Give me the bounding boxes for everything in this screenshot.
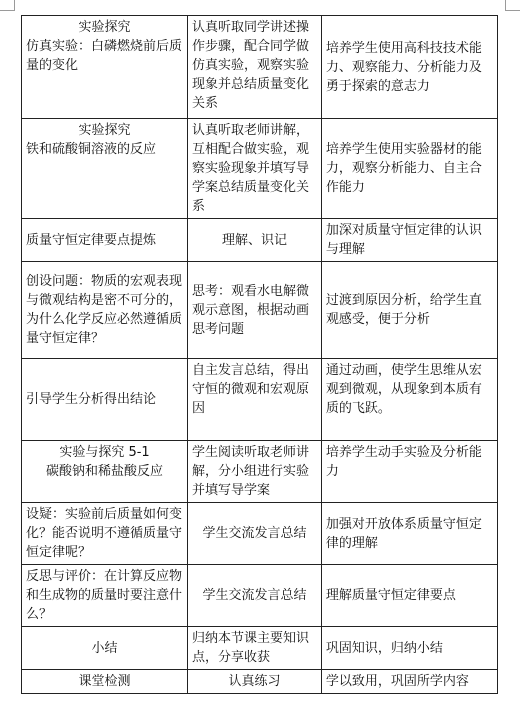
student-activity-cell: 思考：观看水电解微观示意图，根据动画思考问题 (188, 262, 322, 359)
table-row (22, 627, 498, 670)
activity-text: 创设问题：物质的宏观表现与微观结构是密不可分的，为什么化学反应必然遵循质量守恒定律？ (26, 274, 183, 346)
table-row (22, 441, 498, 503)
student-activity-cell: 学生交流发言总结 (188, 503, 322, 565)
design-intent-cell: 巩固知识，归纳小结 (321, 627, 497, 670)
activity-cell (22, 503, 188, 565)
table-row (22, 359, 498, 441)
design-intent-cell: 培养学生使用实验器材的能力，观察分析能力、自主合作能力 (321, 119, 497, 219)
activity-text: 仿真实验：白磷燃烧前后质量的变化 (26, 39, 183, 73)
table-row (22, 670, 498, 694)
lesson-plan-table (21, 15, 498, 694)
design-intent-cell: 培养学生动手实验及分析能力 (321, 441, 497, 503)
activity-text: 质量守恒定律要点提炼 (26, 232, 157, 248)
activity-cell (22, 627, 188, 670)
activity-heading: 实验探究 (78, 20, 131, 35)
student-activity-cell: 归纳本节课主要知识点，分享收获 (188, 627, 322, 670)
activity-text: 铁和硫酸铜溶液的反应 (26, 142, 157, 157)
activity-text: 设疑：实验前后质量如何变化？能否说明不遵循质量守恒定律呢？ (26, 507, 183, 560)
activity-text: 反思与评价：在计算反应物和生成物的质量时要注意什么？ (26, 569, 183, 622)
design-intent-cell: 通过动画，使学生思维从宏观到微观，从现象到本质有质的飞跃。 (321, 359, 497, 441)
table-row (22, 219, 498, 262)
activity-cell (22, 441, 188, 503)
page-corner-mark-left-horizontal (0, 10, 14, 11)
activity-heading: 实验与探究 5-1 (59, 445, 150, 460)
activity-text: 课堂检测 (78, 674, 131, 689)
design-intent-cell: 加深对质量守恒定律的认识与理解 (321, 219, 497, 262)
activity-cell (22, 119, 188, 219)
activity-cell (22, 16, 188, 119)
activity-cell (22, 359, 188, 441)
student-activity-cell: 学生阅读听取老师讲解，分小组进行实验并填写导学案 (188, 441, 322, 503)
activity-cell (22, 262, 188, 359)
design-intent-cell: 培养学生使用高科技技术能力、观察能力、分析能力及勇于探索的意志力 (321, 16, 497, 119)
design-intent-cell: 加强对开放体系质量守恒定律的理解 (321, 503, 497, 565)
student-activity-cell: 认真练习 (188, 670, 322, 694)
student-activity-cell: 自主发言总结，得出守恒的微观和宏观原因 (188, 359, 322, 441)
page-corner-mark-right-horizontal (506, 10, 520, 11)
design-intent-cell: 过渡到原因分析，给学生直观感受，便于分析 (321, 262, 497, 359)
activity-text: 小结 (91, 640, 118, 656)
student-activity-cell: 学生交流发言总结 (188, 565, 322, 627)
table-row (22, 262, 498, 359)
table-row (22, 503, 498, 565)
activity-cell (22, 565, 188, 627)
page-corner-mark-left-vertical (14, 0, 15, 11)
table-row (22, 16, 498, 119)
table-row (22, 565, 498, 627)
design-intent-cell: 学以致用，巩固所学内容 (321, 670, 497, 694)
activity-text: 引导学生分析得出结论 (26, 392, 157, 407)
activity-heading: 实验探究 (78, 123, 131, 138)
design-intent-cell: 理解质量守恒定律要点 (321, 565, 497, 627)
activity-cell (22, 219, 188, 262)
table-row (22, 119, 498, 219)
page-corner-mark-right-vertical (505, 0, 506, 11)
student-activity-cell: 理解、识记 (188, 219, 322, 262)
activity-cell (22, 670, 188, 694)
activity-text: 碳酸钠和稀盐酸反应 (46, 464, 164, 479)
student-activity-cell: 认真听取老师讲解，互相配合做实验，观察实验现象并填写导学案总结质量变化关系 (188, 119, 322, 219)
student-activity-cell: 认真听取同学讲述操作步骤，配合同学做仿真实验，观察实验现象并总结质量变化关系 (188, 16, 322, 119)
